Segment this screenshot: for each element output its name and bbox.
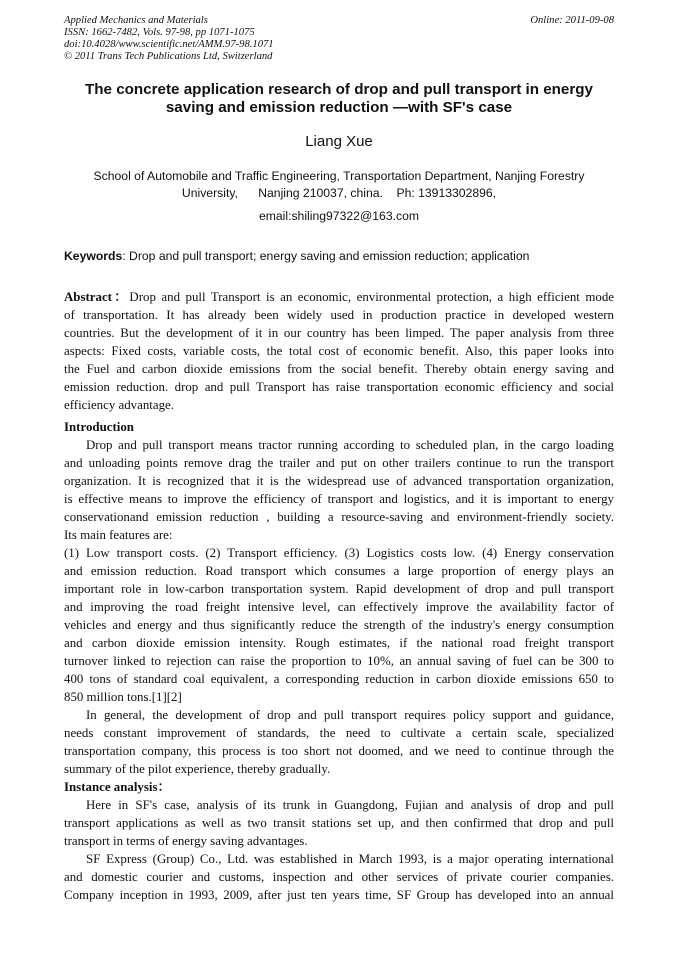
journal-name: Applied Mechanics and Materials — [64, 15, 208, 26]
online-date: Online: 2011-09-08 — [530, 15, 614, 26]
paragraph-line: and unloading points remove drag the trailer and put on other trailers continue to run the transport — [64, 456, 614, 470]
body-text — [64, 418, 614, 904]
abstract-text: emission reduction. drop and pull Transport has raise transportation economic efficiency and social — [64, 380, 614, 394]
paragraph-line: In general, the development of drop and pull transport requires policy support and guidance, — [86, 708, 614, 722]
author: Liang Xue — [305, 133, 373, 150]
abstract-line — [64, 378, 614, 396]
paragraph-line: and emission reduction. Road transport which consumes a large proportion of energy plays an — [64, 564, 614, 578]
copyright-line: © 2011 Trans Tech Publications Ltd, Switzerland — [64, 51, 273, 62]
abstract-text: of transportation. It has already been widely used in production practice in developed western — [64, 308, 614, 322]
paragraph-line: and domestic courier and customs, inspection and other services of private courier companies. — [64, 870, 614, 884]
abstract-line — [64, 324, 614, 342]
abstract-text: aspects: Fixed costs, variable costs, the total cost of economic benefit. Also, this paper looks into — [64, 344, 614, 358]
paragraph-line: and carbon dioxide emission intensity. Rough estimates, if the national road freight transport — [64, 636, 614, 650]
paragraph-line: Company inception in 1993, 2009, after just ten years time, SF Group has developed into an annual — [64, 888, 614, 902]
abstract-line — [64, 306, 614, 324]
paragraph-line: organization. It is recognized that it is the widespread use of advanced transportation organization, — [64, 474, 614, 488]
paper-title — [40, 81, 638, 117]
paragraph-line: is effective means to improve the efficiency of transport and logistics, and it is important to energy — [64, 492, 614, 506]
paragraph-line: and improving the road freight intensive level, can effectively improve the availability factor of — [64, 600, 614, 614]
paragraph-line: SF Express (Group) Co., Ltd. was established in March 1993, is a major operating international — [86, 852, 614, 866]
email: email:shiling97322@163.com — [258, 209, 420, 223]
paragraph-line: transport applications as well as two transit stations set up, and then confirmed that drop and pull — [64, 816, 614, 830]
doi-line: doi:10.4028/www.scientific.net/AMM.97-98.1071 — [64, 39, 274, 50]
paragraph-line: Here in SF's case, analysis of its trunk in Guangdong, Fujian and analysis of drop and pull — [86, 798, 614, 812]
title-line: saving and emission reduction —with SF's case — [165, 99, 513, 116]
affiliation-line: School of Automobile and Traffic Engineering, Transportation Department, Nanjing Forestry — [93, 169, 585, 183]
paragraph-line: turnover linked to rejection can raise the proportion to 10%, an annual saving of fuel can be 300 to — [64, 654, 614, 668]
abstract-label: Abstract： — [64, 290, 130, 304]
paragraph-line: important role in low-carbon transportation system. Rapid development of drop and pull transport — [64, 582, 614, 596]
paragraph-line: 400 tons of standard coal equivalent, a corresponding reduction in carbon dioxide emissions 650 to — [64, 672, 614, 686]
keywords — [64, 249, 529, 263]
abstract-text: the Fuel and carbon dioxide emissions from the social benefit. Thereby obtain energy saving and — [64, 362, 614, 376]
section-heading: Instance analysis： — [64, 780, 171, 794]
paragraph-line: (1) Low transport costs. (2) Transport efficiency. (3) Logistics costs low. (4) Energy conservation — [64, 546, 614, 560]
abstract-text: efficiency advantage. — [64, 398, 174, 412]
paragraph-line: transport in terms of energy saving advantages. — [64, 834, 308, 848]
paragraph-line: needs constant improvement of standards, the need to cultivate a certain scale, specialized — [64, 726, 614, 740]
abstract-line — [64, 360, 614, 378]
keywords-label: Keywords — [64, 249, 123, 263]
paragraph-line: 850 million tons.[1][2] — [64, 690, 182, 704]
abstract-line — [64, 396, 614, 414]
affiliation — [40, 168, 638, 202]
paragraph-line: vehicles and energy and thus significantly reduce the strength of the industry's energy consumption — [64, 618, 614, 632]
issn-line: ISSN: 1662-7482, Vols. 97-98, pp 1071-1075 — [64, 27, 255, 38]
abstract — [64, 288, 614, 414]
abstract-text: countries. But the development of it in our country has been limped. The paper analysis from three — [64, 326, 614, 340]
abstract-line — [64, 288, 614, 306]
keywords-text: : Drop and pull transport; energy saving and emission reduction; application — [122, 249, 530, 263]
journal-header — [64, 15, 274, 63]
abstract-line — [64, 342, 614, 360]
paragraph-line: summary of the pilot experience, thereby gradually. — [64, 762, 331, 776]
paragraph-line: Drop and pull transport means tractor running according to scheduled plan, in the cargo loading — [86, 438, 614, 452]
paragraph-line: Its main features are: — [64, 528, 173, 542]
paragraph-line: conservationand emission reduction , building a resource-saving and environment-friendly society. — [64, 510, 614, 524]
abstract-text: Drop and pull Transport is an economic, environmental protection, a high efficient mode — [129, 290, 615, 304]
title-line: The concrete application research of drop and pull transport in energy — [84, 81, 594, 98]
affiliation-line: University, Nanjing 210037, china. Ph: 13913302896, — [181, 186, 497, 200]
paragraph-line: transportation company, this process is too short not doomed, and we need to continue through the — [64, 744, 614, 758]
section-heading: Introduction — [64, 420, 134, 434]
